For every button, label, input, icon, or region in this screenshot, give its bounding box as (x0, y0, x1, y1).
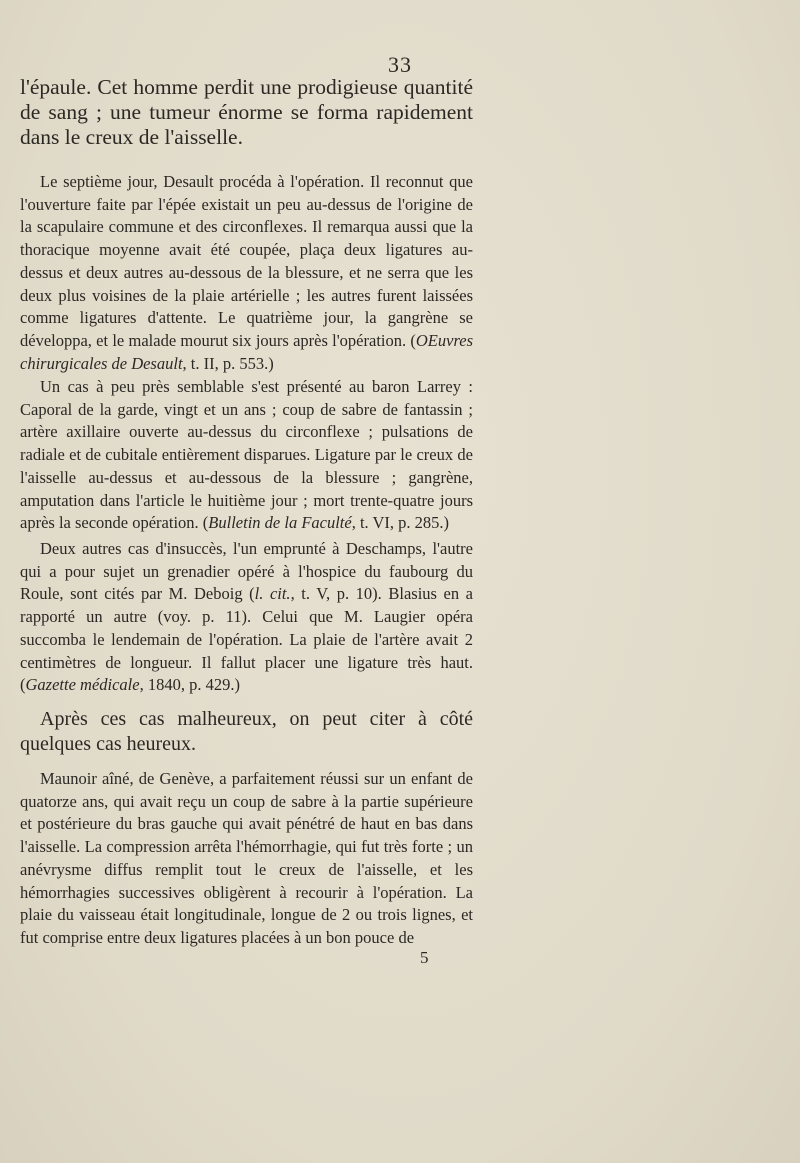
paragraph-desault (20, 171, 473, 375)
citation-tail: , t. VI, p. 285.) (351, 513, 450, 533)
intro-paragraph: l'épaule. Cet homme perdit une prodigieuse quantité de sang ; une tumeur énorme se forma rapidement dans le creux de l'aisselle. (20, 75, 473, 149)
paragraph-larrey (20, 376, 473, 535)
paragraph-text: Un cas à peu près semblable s'est présenté au baron Larrey : Caporal de la garde, vingt et un ans ; coup de sabre de fantassin ; artère axillaire ouverte au-dessus du circonflexe ; pulsations de radiale et de cubitale entièrement disparues. Ligature par le creux de l'aisselle au-dessus et au-dessous de la blessure ; gangrène, amputation dans l'article le huitième jour ; mort trente-quatre jours après la seconde opération. ( (20, 377, 473, 533)
citation-tail: , t. II, p. 553.) (182, 353, 274, 373)
citation-tail: , 1840, p. 429.) (139, 675, 240, 695)
citation-title: Gazette médicale (25, 675, 140, 695)
citation-abbrev: l. cit. (254, 584, 291, 604)
citation-title: OEuvres chirurgicales de Desault (20, 330, 473, 373)
paragraph-maunoir: Maunoir aîné, de Genève, a parfaitement réussi sur un enfant de quatorze ans, qui avait reçu un coup de sabre à la partie supérieure et postérieure du bras gauche qui avait pénétré de haut en bas dans l'aisselle. La compression arrêta l'hémorrhagie, qui fut très forte ; un anévrysme diffus remplit tout le creux de l'aisselle, et les hémorrhagies successives obligèrent à recourir à l'opération. La plaie du vaisseau était longitudinale, longue de 2 ou trois lignes, et fut comprise entre deux ligatures placées à un bon pouce de (20, 769, 473, 947)
paragraph-text: , t. V, p. 10). Blasius en a rapporté un autre (voy. p. 11). Celui que M. Laugier opéra succomba le lendemain de l'opération. La plaie de l'artère avait 2 centimètres de longueur. Il fallut placer une ligature très haut. ( (20, 584, 474, 695)
transition-paragraph: Après ces cas malheureux, on peut citer à côté quelques cas heureux. (20, 708, 473, 755)
paragraph-insucces (20, 538, 473, 697)
paragraph-text: Le septième jour, Desault procéda à l'opération. Il reconnut que l'ouverture faite par l'épée existait un peu au-dessus de l'origine de la scapulaire commune et des circonflexes. Il remarqua aussi que la thoracique moyenne avait été coupée, plaça deux ligatures au-dessus et deux autres au-dessous de la blessure, et ne serra que les deux plus voisines de la plaie artérielle ; les autres furent laissées comme ligatures d'attente. Le quatrième jour, la gangrène se développa, et le malade mourut six jours après l'opération. ( (20, 172, 473, 350)
signature-mark: 5 (420, 948, 429, 967)
citation-title: Bulletin de la Faculté (208, 513, 352, 533)
page-number: 33 (388, 52, 412, 77)
paragraph-text: Deux autres cas d'insuccès, l'un emprunté à Deschamps, l'autre qui a pour sujet un grenadier opéré à l'hospice du faubourg du Roule, sont cités par M. Deboig ( (20, 539, 473, 604)
